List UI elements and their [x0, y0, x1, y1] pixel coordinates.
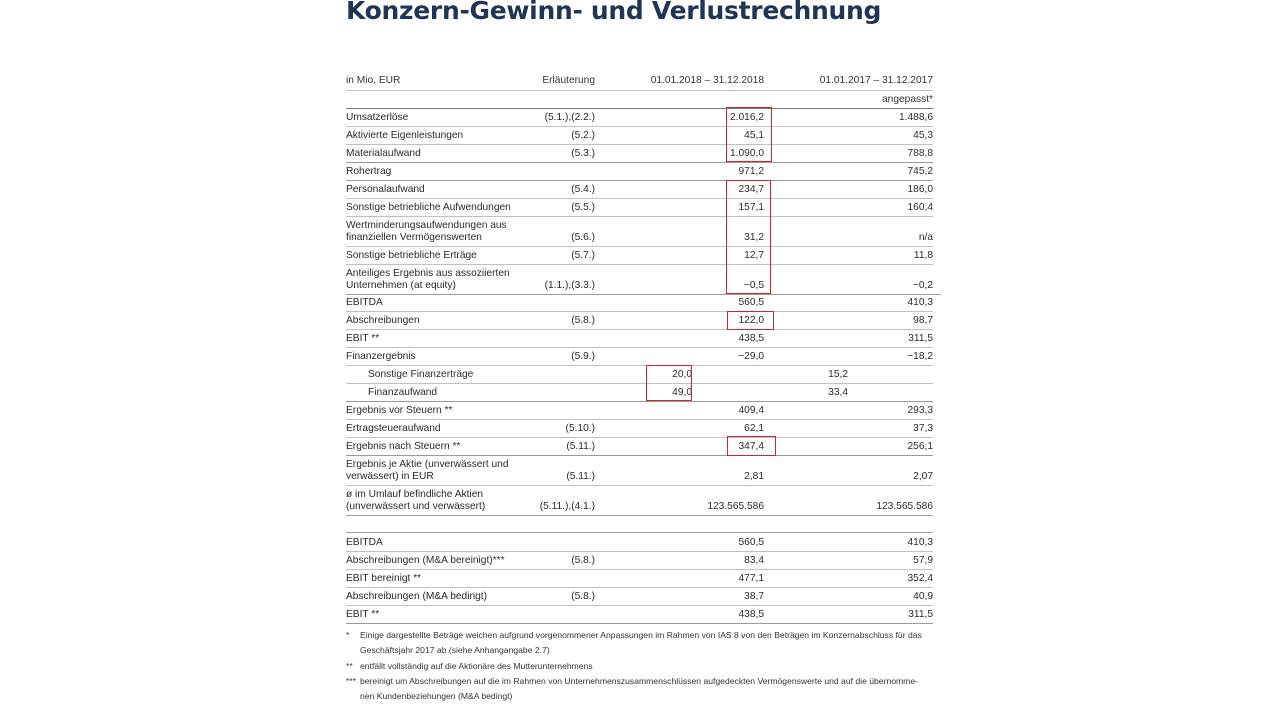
row-note: (5.10.) [565, 423, 595, 434]
row-note: (5.2.) [571, 130, 595, 141]
highlight-box [726, 107, 772, 162]
divider [346, 126, 933, 127]
footnote-marker: ** [346, 661, 353, 671]
divider [346, 294, 941, 295]
row-label: Rohertrag [346, 166, 392, 177]
row-value-2017: 123.565.586 [876, 501, 933, 512]
divider [346, 605, 933, 606]
row-note: (5.4.) [571, 184, 595, 195]
period-2017-header: 01.01.2017 – 31.12.2017 [819, 75, 933, 86]
adjusted-header: angepasst* [882, 94, 933, 105]
row-value-2017: −18,2 [907, 351, 933, 362]
row-value-2018: 62,1 [744, 423, 764, 434]
highlight-box [646, 365, 692, 401]
divider [346, 383, 933, 384]
row-value-2018: 123.565.586 [707, 501, 764, 512]
row-label: Sonstige Finanzerträge [368, 369, 474, 380]
row-value-2018: 45,1 [744, 130, 764, 141]
divider [346, 419, 933, 420]
row-value-2017: 2,07 [913, 471, 933, 482]
row-label: EBITDA [346, 537, 383, 548]
row-label: Abschreibungen [346, 315, 420, 326]
page-title: Konzern-Gewinn- und Verlustrechnung [346, 0, 882, 25]
row-label: ø im Umlauf befindliche Aktien [346, 489, 484, 500]
row-label: Personalaufwand [346, 184, 425, 195]
row-subvalue-2018: 49,0 [672, 387, 692, 398]
row-subvalue-2017: 33,4 [828, 387, 848, 398]
row-value-2018: 347,4 [738, 441, 764, 452]
row-label-continued: verwässert) in EUR [346, 471, 434, 482]
divider [346, 485, 933, 486]
row-value-2017: 186,0 [907, 184, 933, 195]
divider [346, 437, 933, 438]
row-value-2018: 157,1 [738, 202, 764, 213]
row-subvalue-2017: 15,2 [828, 369, 848, 380]
row-value-2018: 83,4 [744, 555, 764, 566]
row-note: (5.5.) [571, 202, 595, 213]
row-value-2018: 234,7 [738, 184, 764, 195]
row-value-2018: −29,0 [738, 351, 764, 362]
row-value-2017: 45,3 [913, 130, 933, 141]
row-value-2018: 2,81 [744, 471, 764, 482]
row-value-2018: 477,1 [738, 573, 764, 584]
row-value-2018: 1.090,0 [730, 148, 764, 159]
row-note: (5.3.) [571, 148, 595, 159]
row-value-2017: 1.488,6 [899, 112, 933, 123]
row-value-2018: 12,7 [744, 250, 764, 261]
row-value-2018: −0,5 [743, 280, 764, 291]
row-label-continued: Unternehmen (at equity) [346, 280, 456, 291]
divider [346, 90, 933, 91]
row-label: Ertragsteueraufwand [346, 423, 441, 434]
row-label: EBIT ** [346, 609, 380, 620]
footnote-text: bereinigt um Abschreibungen auf die im Rahmen von Unternehmenszusammenschlüssen aufgedeckten Vermögenswerte und auf die übernomme- [360, 676, 918, 686]
divider [346, 401, 933, 402]
divider [346, 623, 933, 624]
row-note: (5.11.) [566, 441, 595, 452]
highlight-box [726, 180, 771, 294]
row-label: Wertminderungsaufwendungen aus [346, 220, 507, 231]
row-value-2017: 40,9 [913, 591, 933, 602]
row-value-2017: 311,5 [908, 333, 933, 344]
divider [346, 532, 933, 533]
row-value-2017: 745,2 [907, 166, 933, 177]
row-value-2017: −0,2 [912, 280, 933, 291]
unit-header: in Mio. EUR [346, 75, 401, 86]
row-label: Ergebnis je Aktie (unverwässert und [346, 459, 509, 470]
row-note: (5.11.),(4.1.) [539, 501, 595, 512]
divider [346, 365, 933, 366]
row-value-2017: 788,8 [907, 148, 933, 159]
note-column-header: Erläuterung [542, 75, 595, 86]
row-label: Finanzergebnis [346, 351, 416, 362]
row-value-2017: 256,1 [907, 441, 933, 452]
row-label: EBIT bereinigt ** [346, 573, 422, 584]
divider [346, 264, 933, 265]
row-label: Abschreibungen (M&A bedingt) [346, 591, 488, 602]
row-subvalue-2018: 20,0 [672, 369, 692, 380]
row-value-2018: 560,5 [738, 537, 764, 548]
divider [346, 455, 933, 456]
row-value-2018: 409,4 [738, 405, 764, 416]
row-note: (5.8.) [571, 555, 595, 566]
row-value-2017: 11,8 [913, 250, 933, 261]
divider [346, 108, 933, 109]
row-value-2018: 122,0 [738, 315, 764, 326]
highlight-box [727, 311, 774, 330]
row-note: (5.8.) [571, 591, 595, 602]
footnote-text-continued: Geschäftsjahr 2017 ab (siehe Anhangangabe 2.7) [360, 645, 550, 655]
row-value-2017: 311,5 [908, 609, 933, 620]
row-label: Abschreibungen (M&A bereinigt)*** [346, 555, 505, 566]
row-value-2017: 160,4 [907, 202, 933, 213]
footnote-marker: * [346, 630, 350, 640]
row-label: Aktivierte Eigenleistungen [346, 130, 464, 141]
divider [346, 198, 933, 199]
row-value-2017: 98,7 [913, 315, 933, 326]
divider [346, 347, 933, 348]
row-label: Ergebnis nach Steuern ** [346, 441, 461, 452]
divider [346, 144, 933, 145]
divider [346, 329, 933, 330]
divider [346, 515, 933, 516]
row-value-2018: 560,5 [738, 297, 764, 308]
divider [346, 569, 933, 570]
row-label: Finanzaufwand [368, 387, 438, 398]
divider [346, 587, 933, 588]
footnote-text: entfällt vollständig auf die Aktionäre des Mutterunternehmens [360, 661, 593, 671]
row-label-continued: (unverwässert und verwässert) [346, 501, 486, 512]
row-label: Materialaufwand [346, 148, 421, 159]
divider [346, 162, 933, 163]
highlight-box [727, 436, 776, 456]
row-value-2018: 2.016,2 [730, 112, 764, 123]
row-note: (1.1.),(3.3.) [544, 280, 595, 291]
divider [346, 246, 933, 247]
row-label: Sonstige betriebliche Erträge [346, 250, 477, 261]
row-value-2018: 438,5 [738, 333, 764, 344]
row-value-2017: 352,4 [907, 573, 933, 584]
row-label-continued: finanziellen Vermögenswerten [346, 232, 482, 243]
row-label: EBIT ** [346, 333, 380, 344]
row-label: Sonstige betriebliche Aufwendungen [346, 202, 511, 213]
row-value-2017: n/a [918, 232, 933, 243]
row-value-2017: 410,3 [907, 537, 933, 548]
period-2018-header: 01.01.2018 – 31.12.2018 [650, 75, 764, 86]
row-value-2018: 438,5 [738, 609, 764, 620]
row-label: Umsatzerlöse [346, 112, 409, 123]
row-label: Anteiliges Ergebnis aus assoziierten [346, 268, 510, 279]
row-value-2017: 293,3 [907, 405, 933, 416]
footnote-marker: *** [346, 676, 357, 686]
row-value-2018: 38,7 [744, 591, 764, 602]
row-value-2017: 410,3 [907, 297, 933, 308]
row-value-2017: 37,3 [913, 423, 933, 434]
divider [346, 311, 933, 312]
footnote-text: Einige dargestellte Beträge weichen aufgrund vorgenommener Anpassungen im Rahmen von IAS 8 von den Beträgen im Konzernabschluss für das [360, 630, 922, 640]
divider [346, 551, 933, 552]
divider [346, 180, 933, 181]
row-value-2017: 57,9 [913, 555, 933, 566]
row-note: (5.11.) [566, 471, 595, 482]
row-note: (5.7.) [571, 250, 595, 261]
divider [346, 216, 933, 217]
footnote-text-continued: nen Kundenbeziehungen (M&A bedingt) [360, 691, 513, 701]
row-note: (5.6.) [571, 232, 595, 243]
row-note: (5.1.),(2.2.) [544, 112, 595, 123]
row-note: (5.9.) [571, 351, 595, 362]
row-note: (5.8.) [571, 315, 595, 326]
row-label: EBITDA [346, 297, 383, 308]
row-value-2018: 971,2 [738, 166, 764, 177]
row-value-2018: 31,2 [744, 232, 764, 243]
row-label: Ergebnis vor Steuern ** [346, 405, 453, 416]
